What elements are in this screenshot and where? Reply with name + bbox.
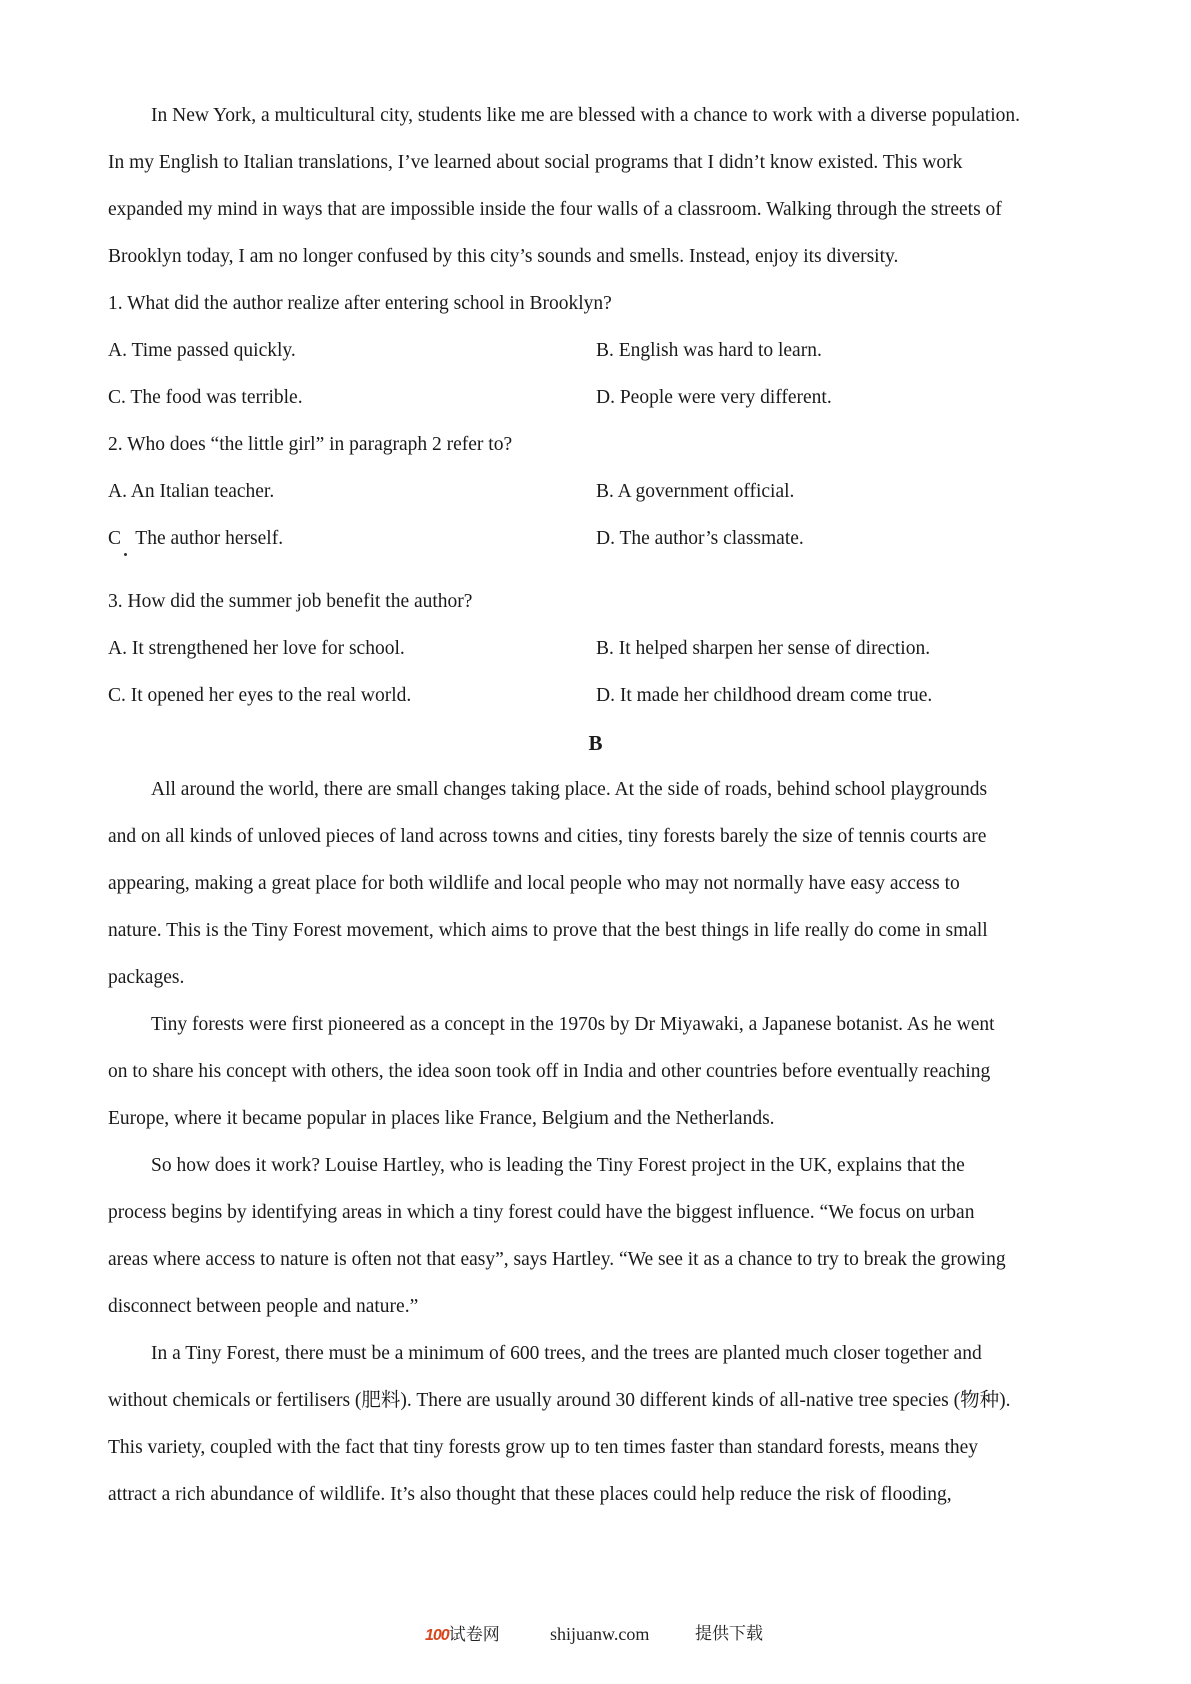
passage-a-line: Brooklyn today, I am no longer confused by this city’s sounds and smells. Instead, enjoy its diversity. [108,246,899,267]
question-1-stem: 1. What did the author realize after entering school in Brooklyn? [108,293,612,314]
question-1-option-b: B. English was hard to learn. [596,340,822,361]
section-b-p1-line: nature. This is the Tiny Forest movement, which aims to prove that the best things in life really do come in small [108,920,988,941]
question-3-option-a: A. It strengthened her love for school. [108,638,405,659]
question-3-option-b: B. It helped sharpen her sense of direction. [596,638,931,659]
question-1-option-a: A. Time passed quickly. [108,340,296,361]
page-footer [0,1619,1191,1649]
section-b-p2-line: Europe, where it became popular in places like France, Belgium and the Netherlands. [108,1108,775,1129]
question-3-stem: 3. How did the summer job benefit the author? [108,591,473,612]
section-b-p4-line: In a Tiny Forest, there must be a minimum of 600 trees, and the trees are planted much closer together and [151,1343,982,1364]
question-3-option-d: D. It made her childhood dream come true. [596,685,933,706]
section-b-p4-line: without chemicals or fertilisers (肥料). There are usually around 30 different kinds of all-native tree species (物种). [108,1390,1011,1411]
section-b-p4-line: attract a rich abundance of wildlife. It’s also thought that these places could help reduce the risk of flooding, [108,1484,952,1505]
section-b-p3-line: process begins by identifying areas in which a tiny forest could have the biggest influence. “We focus on urban [108,1202,975,1223]
download-note: 提供下载 [695,1624,763,1644]
logo-number: 100 [425,1627,449,1644]
passage-a-line: In my English to Italian translations, I’ve learned about social programs that I didn’t know existed. This work [108,152,963,173]
section-b-p1-line: All around the world, there are small changes taking place. At the side of roads, behind school playgrounds [151,779,988,800]
question-1-option-c: C. The food was terrible. [108,387,303,408]
section-b-p3-line: So how does it work? Louise Hartley, who is leading the Tiny Forest project in the UK, explains that the [151,1155,965,1176]
section-b-p3-line: disconnect between people and nature.” [108,1296,419,1317]
section-b-p1-line: appearing, making a great place for both wildlife and local people who may not normally have easy access to [108,873,960,894]
scan-artifact-dot [124,553,127,556]
section-b-p3-line: areas where access to nature is often not that easy”, says Hartley. “We see it as a chance to try to break the growing [108,1249,1006,1270]
question-3-option-c: C. It opened her eyes to the real world. [108,685,412,706]
question-2-option-c: C The author herself. [108,528,284,549]
question-2-stem: 2. Who does “the little girl” in paragraph 2 refer to? [108,434,513,455]
section-b-p1-line: and on all kinds of unloved pieces of land across towns and cities, tiny forests barely the size of tennis courts are [108,826,987,847]
passage-a-line: In New York, a multicultural city, students like me are blessed with a chance to work with a diverse population. [151,105,1020,126]
section-b-p4-line: This variety, coupled with the fact that tiny forests grow up to ten times faster than standard forests, means they [108,1437,979,1458]
site-logo[interactable] [425,1619,500,1651]
section-b-title: B [588,731,603,755]
question-2-option-d: D. The author’s classmate. [596,528,804,549]
question-2-option-a: A. An Italian teacher. [108,481,275,502]
section-b-p2-line: on to share his concept with others, the idea soon took off in India and other countries before eventually reaching [108,1061,991,1082]
site-url-link[interactable]: shijuanw.com [550,1624,650,1644]
logo-text: 试卷网 [448,1625,500,1645]
section-b-p2-line: Tiny forests were first pioneered as a concept in the 1970s by Dr Miyawaki, a Japanese botanist. As he went [151,1014,995,1035]
passage-a-line: expanded my mind in ways that are impossible inside the four walls of a classroom. Walking through the streets of [108,199,1002,220]
question-2-option-b: B. A government official. [596,481,795,502]
section-b-p1-line: packages. [108,967,185,988]
question-1-option-d: D. People were very different. [596,387,832,408]
